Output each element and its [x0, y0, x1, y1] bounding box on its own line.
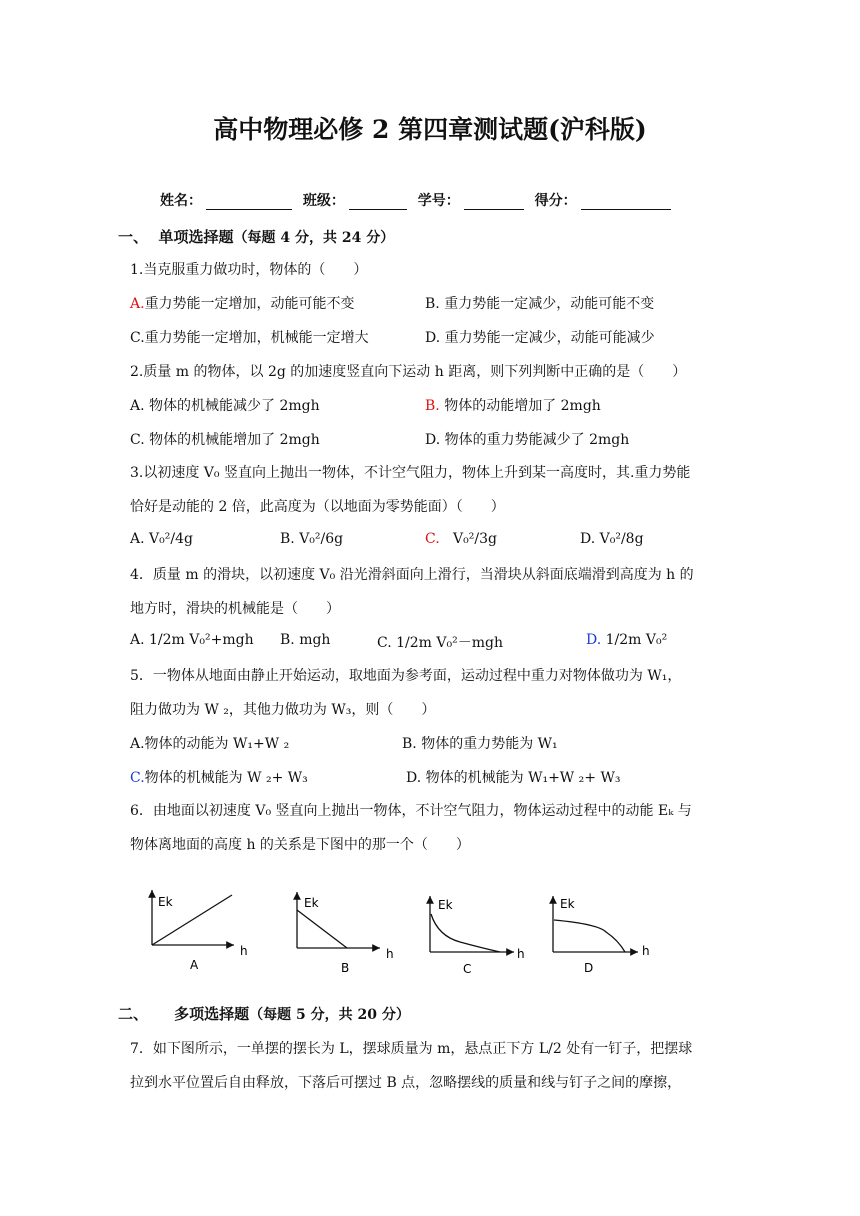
page-title: 高中物理必修 2 第四章测试题(沪科版) — [213, 115, 647, 144]
q2-option-b — [425, 395, 601, 415]
id-label: 学号： — [417, 193, 460, 209]
q7-stem-line1: 7．如下图所示，一单摆的摆长为 L，摆球质量为 m，悬点正下方 L/2 处有一钉子，把摆球 — [130, 1041, 693, 1057]
graph-d-y-label: Ek — [560, 897, 575, 911]
q4-option-c: C. 1/2m V₀²－mgh — [377, 635, 503, 651]
q7-stem-line2: 拉到水平位置后自由释放，下落后可摆过 B 点，忽略摆线的质量和线与钉子之间的摩擦， — [130, 1075, 682, 1091]
q4-option-b: B. mgh — [280, 632, 331, 648]
q4-option-a: A. 1/2m V₀²+mgh — [130, 632, 254, 648]
graph-c-y-label: Ek — [438, 898, 453, 912]
q5-option-b: B. 物体的重力势能为 W₁ — [402, 736, 558, 752]
q3-option-c — [425, 531, 497, 547]
name-blank — [206, 195, 292, 210]
q2-option-b-text: 物体的动能增加了 2mgh — [439, 398, 601, 414]
graph-a-y-label: Ek — [158, 895, 173, 909]
q3-option-d: D. V₀²/8g — [580, 531, 644, 547]
graph-b-y-label: Ek — [304, 896, 319, 910]
q1-option-c: C.重力势能一定增加，机械能一定增大 — [130, 330, 369, 346]
q4-option-d — [586, 632, 667, 648]
graph-b-x-label: h — [386, 947, 394, 961]
q3-option-c-text: V₀²/3g — [453, 531, 497, 547]
q3-stem-line2: 恰好是动能的 2 倍，此高度为（以地面为零势能面）（ ） — [130, 499, 505, 515]
graph-c-label: C — [463, 962, 472, 976]
q5-option-c-letter: C. — [130, 770, 145, 786]
q3-option-b: B. V₀²/6g — [280, 531, 344, 547]
section-2-number: 二、 — [118, 1005, 149, 1023]
q3-stem-line1: 3.以初速度 V₀ 竖直向上抛出一物体，不计空气阻力，物体上升到某一高度时，其.重力势能 — [130, 465, 691, 481]
q6-graphs — [0, 880, 860, 980]
section-1-note: （每题 4 分，共 24 分） — [233, 230, 395, 246]
graph-b-curve — [297, 910, 347, 948]
q2-option-a: A. 物体的机械能减少了 2mgh — [130, 398, 320, 414]
name-label: 姓名： — [160, 193, 202, 209]
section-1-title: 单项选择题 — [158, 228, 234, 246]
q1-option-d: D. 重力势能一定减少，动能可能减少 — [425, 330, 655, 346]
q1-option-a — [130, 293, 355, 313]
q4-stem-line1: 4．质量 m 的滑块，以初速度 V₀ 沿光滑斜面向上滑行，当滑块从斜面底端滑到高度为 h 的 — [130, 567, 694, 583]
q6-stem-line2: 物体离地面的高度 h 的关系是下图中的那一个（ ） — [130, 837, 470, 853]
q6-stem-line1: 6．由地面以初速度 V₀ 竖直向上抛出一物体，不计空气阻力，物体运动过程中的动能 Eₖ 与 — [130, 803, 692, 819]
class-label: 班级： — [302, 193, 345, 209]
q1-option-a-letter: A. — [130, 296, 145, 312]
section-2-title: 多项选择题 — [174, 1005, 250, 1023]
q1-option-a-text: 重力势能一定增加，动能可能不变 — [144, 296, 355, 312]
q2-stem: 2.质量 m 的物体，以 2g 的加速度竖直向下运动 h 距离，则下列判断中正确的是（ ） — [130, 364, 687, 380]
q5-option-c — [130, 767, 308, 787]
id-blank — [464, 195, 524, 210]
q2-option-b-letter: B. — [425, 398, 440, 414]
graph-d-x-label: h — [642, 944, 650, 958]
q5-stem-line1: 5．一物体从地面由静止开始运动，取地面为参考面，运动过程中重力对物体做功为 W₁， — [130, 668, 682, 684]
graph-c-x-label: h — [517, 947, 525, 961]
q1-option-b: B. 重力势能一定减少，动能可能不变 — [425, 296, 655, 312]
q5-option-d: D. 物体的机械能为 W₁+W ₂+ W₃ — [406, 770, 621, 786]
graph-d-label: D — [584, 961, 594, 975]
section-2-heading — [118, 1003, 410, 1024]
graph-a-label: A — [190, 958, 199, 972]
q2-option-d: D. 物体的重力势能减少了 2mgh — [425, 432, 630, 448]
score-blank — [581, 195, 671, 210]
graph-d-curve — [554, 920, 625, 952]
class-blank — [349, 195, 407, 210]
q5-stem-line2: 阻力做功为 W ₂，其他力做功为 W₃，则（ ） — [130, 702, 436, 718]
section-1-number: 一、 — [118, 228, 149, 246]
q3-option-c-letter: C. — [425, 531, 440, 547]
section-2-note: （每题 5 分，共 20 分） — [249, 1007, 410, 1023]
q4-option-d-letter: D. — [586, 632, 602, 648]
q5-option-a: A.物体的动能为 W₁+W ₂ — [130, 736, 290, 752]
section-1-heading — [118, 226, 394, 247]
graph-b-label: B — [341, 961, 350, 975]
score-label: 得分： — [534, 193, 577, 209]
q3-option-a: A. V₀²/4g — [130, 531, 193, 547]
q4-stem-line2: 地方时，滑块的机械能是（ ） — [130, 601, 340, 617]
graph-a-x-label: h — [240, 944, 248, 958]
student-info-line — [160, 190, 677, 210]
q2-option-c: C. 物体的机械能增加了 2mgh — [130, 432, 320, 448]
q1-stem: 1.当克服重力做功时，物体的（ ） — [130, 262, 368, 278]
q4-option-d-text: 1/2m V₀² — [601, 632, 668, 648]
graph-c-curve — [431, 914, 500, 952]
q5-option-c-text: 物体的机械能为 W ₂+ W₃ — [144, 770, 308, 786]
